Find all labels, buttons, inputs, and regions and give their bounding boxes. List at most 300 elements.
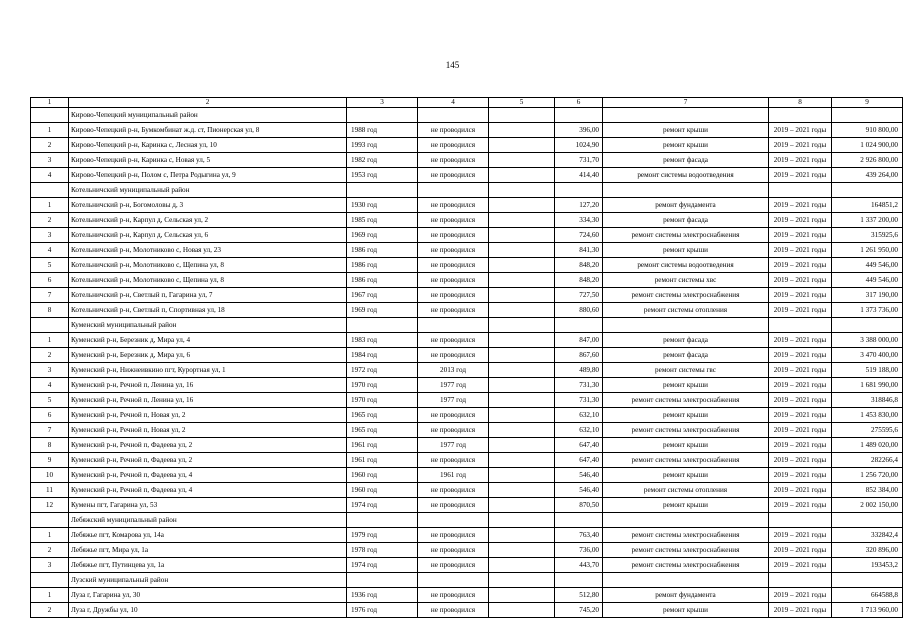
column-header: 1 bbox=[31, 98, 69, 108]
area-cell: 647,40 bbox=[555, 438, 603, 453]
cost-cell: 164851,2 bbox=[832, 198, 903, 213]
table-row bbox=[31, 408, 903, 423]
build-year-cell: 1969 год bbox=[347, 303, 418, 318]
section-number-cell bbox=[31, 573, 69, 588]
area-cell: 334,30 bbox=[555, 213, 603, 228]
build-year-cell: 1961 год bbox=[347, 453, 418, 468]
cost-cell: 1 337 200,00 bbox=[832, 213, 903, 228]
address-cell: Кумены пгт, Гагарина ул, 53 bbox=[69, 498, 347, 513]
row-number-cell: 3 bbox=[31, 363, 69, 378]
work-type-cell: ремонт фундамента bbox=[603, 588, 769, 603]
section-row bbox=[31, 513, 903, 528]
work-type-cell: ремонт системы электроснабжения bbox=[603, 393, 769, 408]
table-row bbox=[31, 348, 903, 363]
empty-cell bbox=[832, 108, 903, 123]
cost-cell: 1 681 990,00 bbox=[832, 378, 903, 393]
row-number-cell: 2 bbox=[31, 213, 69, 228]
period-cell: 2019 – 2021 годы bbox=[769, 453, 832, 468]
work-type-cell: ремонт фундамента bbox=[603, 198, 769, 213]
build-year-cell: 1993 год bbox=[347, 138, 418, 153]
cost-cell: 449 546,00 bbox=[832, 273, 903, 288]
period-cell: 2019 – 2021 годы bbox=[769, 378, 832, 393]
period-cell: 2019 – 2021 годы bbox=[769, 228, 832, 243]
row-number-cell: 1 bbox=[31, 123, 69, 138]
area-cell: 867,60 bbox=[555, 348, 603, 363]
last-repair-cell: не проводился bbox=[418, 138, 489, 153]
section-row bbox=[31, 573, 903, 588]
empty-cell bbox=[418, 513, 489, 528]
period-cell: 2019 – 2021 годы bbox=[769, 303, 832, 318]
table-row bbox=[31, 558, 903, 573]
column-5-cell bbox=[489, 228, 555, 243]
build-year-cell: 1983 год bbox=[347, 333, 418, 348]
work-type-cell: ремонт крыши bbox=[603, 438, 769, 453]
work-type-cell: ремонт крыши bbox=[603, 498, 769, 513]
period-cell: 2019 – 2021 годы bbox=[769, 243, 832, 258]
table-row bbox=[31, 528, 903, 543]
row-number-cell: 4 bbox=[31, 243, 69, 258]
column-5-cell bbox=[489, 588, 555, 603]
period-cell: 2019 – 2021 годы bbox=[769, 153, 832, 168]
cost-cell: 910 800,00 bbox=[832, 123, 903, 138]
area-cell: 443,70 bbox=[555, 558, 603, 573]
section-number-cell bbox=[31, 513, 69, 528]
column-5-cell bbox=[489, 543, 555, 558]
row-number-cell: 6 bbox=[31, 408, 69, 423]
period-cell: 2019 – 2021 годы bbox=[769, 438, 832, 453]
column-5-cell bbox=[489, 198, 555, 213]
last-repair-cell: не проводился bbox=[418, 243, 489, 258]
empty-cell bbox=[418, 183, 489, 198]
column-5-cell bbox=[489, 123, 555, 138]
area-cell: 632,10 bbox=[555, 423, 603, 438]
area-cell: 489,80 bbox=[555, 363, 603, 378]
empty-cell bbox=[347, 573, 418, 588]
period-cell: 2019 – 2021 годы bbox=[769, 558, 832, 573]
work-type-cell: ремонт системы водоотведения bbox=[603, 258, 769, 273]
period-cell: 2019 – 2021 годы bbox=[769, 423, 832, 438]
last-repair-cell: 2013 год bbox=[418, 363, 489, 378]
work-type-cell: ремонт системы отопления bbox=[603, 303, 769, 318]
work-type-cell: ремонт крыши bbox=[603, 468, 769, 483]
column-5-cell bbox=[489, 378, 555, 393]
column-5-cell bbox=[489, 138, 555, 153]
section-title: Кирово-Чепецкий муниципальный район bbox=[69, 108, 347, 123]
work-type-cell: ремонт системы отопления bbox=[603, 483, 769, 498]
row-number-cell: 6 bbox=[31, 273, 69, 288]
empty-cell bbox=[603, 108, 769, 123]
address-cell: Кирово-Чепецкий р-н, Полом с, Петра Родыгина ул, 9 bbox=[69, 168, 347, 183]
column-5-cell bbox=[489, 408, 555, 423]
period-cell: 2019 – 2021 годы bbox=[769, 483, 832, 498]
build-year-cell: 1936 год bbox=[347, 588, 418, 603]
period-cell: 2019 – 2021 годы bbox=[769, 408, 832, 423]
column-header: 8 bbox=[769, 98, 832, 108]
address-cell: Котельничский р-н, Богомоловы д, 3 bbox=[69, 198, 347, 213]
area-cell: 731,70 bbox=[555, 153, 603, 168]
cost-cell: 1 453 830,00 bbox=[832, 408, 903, 423]
section-title: Лебяжский муниципальный район bbox=[69, 513, 347, 528]
work-type-cell: ремонт системы электроснабжения bbox=[603, 558, 769, 573]
column-5-cell bbox=[489, 498, 555, 513]
row-number-cell: 1 bbox=[31, 528, 69, 543]
address-cell: Кирово-Чепецкий р-н, Каринка с, Новая ул, 5 bbox=[69, 153, 347, 168]
period-cell: 2019 – 2021 годы bbox=[769, 468, 832, 483]
area-cell: 736,00 bbox=[555, 543, 603, 558]
row-number-cell: 3 bbox=[31, 228, 69, 243]
table-row bbox=[31, 138, 903, 153]
period-cell: 2019 – 2021 годы bbox=[769, 198, 832, 213]
last-repair-cell: не проводился bbox=[418, 123, 489, 138]
cost-cell: 852 384,00 bbox=[832, 483, 903, 498]
build-year-cell: 1979 год bbox=[347, 528, 418, 543]
build-year-cell: 1974 год bbox=[347, 558, 418, 573]
column-5-cell bbox=[489, 243, 555, 258]
row-number-cell: 2 bbox=[31, 348, 69, 363]
address-cell: Котельничский р-н, Светлый п, Гагарина ул, 7 bbox=[69, 288, 347, 303]
column-5-cell bbox=[489, 303, 555, 318]
table-row bbox=[31, 423, 903, 438]
empty-cell bbox=[555, 318, 603, 333]
last-repair-cell: не проводился bbox=[418, 348, 489, 363]
empty-cell bbox=[555, 513, 603, 528]
area-cell: 870,50 bbox=[555, 498, 603, 513]
address-cell: Куменский р-н, Речной п, Фадеева ул, 2 bbox=[69, 453, 347, 468]
last-repair-cell: не проводился bbox=[418, 198, 489, 213]
cost-cell: 1 713 960,00 bbox=[832, 603, 903, 618]
period-cell: 2019 – 2021 годы bbox=[769, 288, 832, 303]
section-number-cell bbox=[31, 183, 69, 198]
empty-cell bbox=[347, 318, 418, 333]
build-year-cell: 1969 год bbox=[347, 228, 418, 243]
work-type-cell: ремонт фасада bbox=[603, 153, 769, 168]
empty-cell bbox=[347, 183, 418, 198]
area-cell: 396,00 bbox=[555, 123, 603, 138]
build-year-cell: 1965 год bbox=[347, 423, 418, 438]
cost-cell: 2 926 800,00 bbox=[832, 153, 903, 168]
build-year-cell: 1960 год bbox=[347, 483, 418, 498]
last-repair-cell: не проводился bbox=[418, 528, 489, 543]
cost-cell: 664588,8 bbox=[832, 588, 903, 603]
row-number-cell: 7 bbox=[31, 288, 69, 303]
cost-cell: 1 256 720,00 bbox=[832, 468, 903, 483]
section-row bbox=[31, 183, 903, 198]
column-5-cell bbox=[489, 363, 555, 378]
area-cell: 512,80 bbox=[555, 588, 603, 603]
address-cell: Котельничский р-н, Молотниково с, Щепина ул, 8 bbox=[69, 258, 347, 273]
cost-cell: 318846,8 bbox=[832, 393, 903, 408]
empty-cell bbox=[832, 513, 903, 528]
last-repair-cell: 1977 год bbox=[418, 378, 489, 393]
last-repair-cell: не проводился bbox=[418, 153, 489, 168]
period-cell: 2019 – 2021 годы bbox=[769, 543, 832, 558]
page-number: 145 bbox=[445, 60, 460, 70]
last-repair-cell: не проводился bbox=[418, 303, 489, 318]
cost-cell: 3 470 400,00 bbox=[832, 348, 903, 363]
area-cell: 847,00 bbox=[555, 333, 603, 348]
row-number-cell: 7 bbox=[31, 423, 69, 438]
table-row bbox=[31, 288, 903, 303]
table-row bbox=[31, 468, 903, 483]
cost-cell: 332842,4 bbox=[832, 528, 903, 543]
last-repair-cell: не проводился bbox=[418, 333, 489, 348]
empty-cell bbox=[418, 318, 489, 333]
work-type-cell: ремонт фасада bbox=[603, 348, 769, 363]
period-cell: 2019 – 2021 годы bbox=[769, 273, 832, 288]
column-5-cell bbox=[489, 438, 555, 453]
empty-cell bbox=[489, 573, 555, 588]
empty-cell bbox=[555, 108, 603, 123]
column-header: 9 bbox=[832, 98, 903, 108]
column-header: 2 bbox=[69, 98, 347, 108]
column-5-cell bbox=[489, 258, 555, 273]
row-number-cell: 5 bbox=[31, 393, 69, 408]
address-cell: Кирово-Чепецкий р-н, Каринка с, Лесная ул, 10 bbox=[69, 138, 347, 153]
row-number-cell: 4 bbox=[31, 168, 69, 183]
row-number-cell: 2 bbox=[31, 603, 69, 618]
area-cell: 731,30 bbox=[555, 393, 603, 408]
area-cell: 414,40 bbox=[555, 168, 603, 183]
work-type-cell: ремонт крыши bbox=[603, 243, 769, 258]
build-year-cell: 1984 год bbox=[347, 348, 418, 363]
last-repair-cell: 1961 год bbox=[418, 468, 489, 483]
table-row bbox=[31, 453, 903, 468]
table-row bbox=[31, 303, 903, 318]
work-type-cell: ремонт системы гвс bbox=[603, 363, 769, 378]
work-type-cell: ремонт крыши bbox=[603, 123, 769, 138]
last-repair-cell: не проводился bbox=[418, 213, 489, 228]
empty-cell bbox=[603, 183, 769, 198]
work-type-cell: ремонт фасада bbox=[603, 333, 769, 348]
table-row bbox=[31, 378, 903, 393]
last-repair-cell: не проводился bbox=[418, 168, 489, 183]
column-5-cell bbox=[489, 348, 555, 363]
work-type-cell: ремонт системы электроснабжения bbox=[603, 423, 769, 438]
column-5-cell bbox=[489, 423, 555, 438]
cost-cell: 1 261 950,00 bbox=[832, 243, 903, 258]
period-cell: 2019 – 2021 годы bbox=[769, 603, 832, 618]
build-year-cell: 1985 год bbox=[347, 213, 418, 228]
empty-cell bbox=[489, 108, 555, 123]
last-repair-cell: не проводился bbox=[418, 453, 489, 468]
cost-cell: 282266,4 bbox=[832, 453, 903, 468]
row-number-cell: 11 bbox=[31, 483, 69, 498]
build-year-cell: 1974 год bbox=[347, 498, 418, 513]
last-repair-cell: не проводился bbox=[418, 603, 489, 618]
section-row bbox=[31, 318, 903, 333]
last-repair-cell: не проводился bbox=[418, 423, 489, 438]
row-number-cell: 3 bbox=[31, 558, 69, 573]
empty-cell bbox=[769, 183, 832, 198]
area-cell: 632,10 bbox=[555, 408, 603, 423]
empty-cell bbox=[347, 513, 418, 528]
table-row bbox=[31, 498, 903, 513]
build-year-cell: 1978 год bbox=[347, 543, 418, 558]
table-row bbox=[31, 228, 903, 243]
period-cell: 2019 – 2021 годы bbox=[769, 348, 832, 363]
area-cell: 841,30 bbox=[555, 243, 603, 258]
work-type-cell: ремонт крыши bbox=[603, 603, 769, 618]
work-type-cell: ремонт системы хвс bbox=[603, 273, 769, 288]
last-repair-cell: не проводился bbox=[418, 258, 489, 273]
empty-cell bbox=[489, 183, 555, 198]
area-cell: 727,50 bbox=[555, 288, 603, 303]
build-year-cell: 1976 год bbox=[347, 603, 418, 618]
table-row bbox=[31, 363, 903, 378]
row-number-cell: 1 bbox=[31, 588, 69, 603]
empty-cell bbox=[418, 108, 489, 123]
cost-cell: 275595,6 bbox=[832, 423, 903, 438]
last-repair-cell: 1977 год bbox=[418, 393, 489, 408]
area-cell: 745,20 bbox=[555, 603, 603, 618]
table-row bbox=[31, 333, 903, 348]
table-row bbox=[31, 168, 903, 183]
work-type-cell: ремонт системы электроснабжения bbox=[603, 528, 769, 543]
row-number-cell: 9 bbox=[31, 453, 69, 468]
address-cell: Куменский р-н, Речной п, Ленина ул, 16 bbox=[69, 393, 347, 408]
table-row bbox=[31, 543, 903, 558]
row-number-cell: 1 bbox=[31, 333, 69, 348]
column-5-cell bbox=[489, 153, 555, 168]
column-5-cell bbox=[489, 453, 555, 468]
column-5-cell bbox=[489, 468, 555, 483]
last-repair-cell: не проводился bbox=[418, 588, 489, 603]
address-cell: Лебяжье пгт, Мира ул, 1а bbox=[69, 543, 347, 558]
area-cell: 763,40 bbox=[555, 528, 603, 543]
address-cell: Луза г, Дружбы ул, 10 bbox=[69, 603, 347, 618]
table-row bbox=[31, 153, 903, 168]
empty-cell bbox=[832, 318, 903, 333]
empty-cell bbox=[555, 183, 603, 198]
address-cell: Луза г, Гагарина ул, 30 bbox=[69, 588, 347, 603]
build-year-cell: 1988 год bbox=[347, 123, 418, 138]
cost-cell: 519 188,00 bbox=[832, 363, 903, 378]
housing-repair-table bbox=[30, 97, 903, 618]
period-cell: 2019 – 2021 годы bbox=[769, 588, 832, 603]
table-row bbox=[31, 123, 903, 138]
cost-cell: 2 002 150,00 bbox=[832, 498, 903, 513]
address-cell: Лебяжье пгт, Комарова ул, 14а bbox=[69, 528, 347, 543]
empty-cell bbox=[603, 573, 769, 588]
period-cell: 2019 – 2021 годы bbox=[769, 333, 832, 348]
build-year-cell: 1967 год bbox=[347, 288, 418, 303]
empty-cell bbox=[769, 108, 832, 123]
period-cell: 2019 – 2021 годы bbox=[769, 258, 832, 273]
empty-cell bbox=[347, 108, 418, 123]
period-cell: 2019 – 2021 годы bbox=[769, 138, 832, 153]
build-year-cell: 1930 год bbox=[347, 198, 418, 213]
last-repair-cell: не проводился bbox=[418, 408, 489, 423]
column-number-row bbox=[31, 98, 903, 108]
cost-cell: 193453,2 bbox=[832, 558, 903, 573]
section-row bbox=[31, 108, 903, 123]
section-number-cell bbox=[31, 318, 69, 333]
last-repair-cell: не проводился bbox=[418, 543, 489, 558]
period-cell: 2019 – 2021 годы bbox=[769, 528, 832, 543]
column-header: 7 bbox=[603, 98, 769, 108]
column-5-cell bbox=[489, 483, 555, 498]
column-5-cell bbox=[489, 558, 555, 573]
column-5-cell bbox=[489, 168, 555, 183]
period-cell: 2019 – 2021 годы bbox=[769, 498, 832, 513]
work-type-cell: ремонт системы электроснабжения bbox=[603, 288, 769, 303]
work-type-cell: ремонт крыши bbox=[603, 138, 769, 153]
address-cell: Куменский р-н, Березник д, Мира ул, 6 bbox=[69, 348, 347, 363]
period-cell: 2019 – 2021 годы bbox=[769, 213, 832, 228]
cost-cell: 1 489 020,00 bbox=[832, 438, 903, 453]
address-cell: Котельничский р-н, Молотниково с, Новая ул, 23 bbox=[69, 243, 347, 258]
address-cell: Куменский р-н, Речной п, Ленина ул, 16 bbox=[69, 378, 347, 393]
address-cell: Куменский р-н, Нижнеивкино пгт, Курортная ул, 1 bbox=[69, 363, 347, 378]
empty-cell bbox=[832, 573, 903, 588]
area-cell: 724,60 bbox=[555, 228, 603, 243]
last-repair-cell: 1977 год bbox=[418, 438, 489, 453]
empty-cell bbox=[769, 573, 832, 588]
table-row bbox=[31, 483, 903, 498]
row-number-cell: 8 bbox=[31, 438, 69, 453]
table-row bbox=[31, 258, 903, 273]
build-year-cell: 1970 год bbox=[347, 393, 418, 408]
row-number-cell: 1 bbox=[31, 198, 69, 213]
column-5-cell bbox=[489, 528, 555, 543]
column-5-cell bbox=[489, 333, 555, 348]
cost-cell: 1 373 736,00 bbox=[832, 303, 903, 318]
row-number-cell: 2 bbox=[31, 543, 69, 558]
work-type-cell: ремонт крыши bbox=[603, 408, 769, 423]
cost-cell: 317 190,00 bbox=[832, 288, 903, 303]
area-cell: 880,60 bbox=[555, 303, 603, 318]
work-type-cell: ремонт системы электроснабжения bbox=[603, 453, 769, 468]
area-cell: 546,40 bbox=[555, 483, 603, 498]
work-type-cell: ремонт системы водоотведения bbox=[603, 168, 769, 183]
area-cell: 731,30 bbox=[555, 378, 603, 393]
build-year-cell: 1960 год bbox=[347, 468, 418, 483]
empty-cell bbox=[603, 318, 769, 333]
column-5-cell bbox=[489, 273, 555, 288]
address-cell: Котельничский р-н, Светлый п, Спортивная ул, 18 bbox=[69, 303, 347, 318]
column-header: 3 bbox=[347, 98, 418, 108]
area-cell: 848,20 bbox=[555, 258, 603, 273]
address-cell: Котельничский р-н, Карпул д, Сельская ул, 6 bbox=[69, 228, 347, 243]
row-number-cell: 12 bbox=[31, 498, 69, 513]
row-number-cell: 4 bbox=[31, 378, 69, 393]
cost-cell: 1 024 900,00 bbox=[832, 138, 903, 153]
row-number-cell: 8 bbox=[31, 303, 69, 318]
address-cell: Куменский р-н, Речной п, Фадеева ул, 2 bbox=[69, 438, 347, 453]
row-number-cell: 3 bbox=[31, 153, 69, 168]
period-cell: 2019 – 2021 годы bbox=[769, 363, 832, 378]
period-cell: 2019 – 2021 годы bbox=[769, 123, 832, 138]
empty-cell bbox=[769, 513, 832, 528]
table-row bbox=[31, 243, 903, 258]
build-year-cell: 1986 год bbox=[347, 243, 418, 258]
address-cell: Куменский р-н, Речной п, Новая ул, 2 bbox=[69, 408, 347, 423]
empty-cell bbox=[603, 513, 769, 528]
address-cell: Котельничский р-н, Карпул д, Сельская ул, 2 bbox=[69, 213, 347, 228]
cost-cell: 3 388 000,00 bbox=[832, 333, 903, 348]
column-5-cell bbox=[489, 288, 555, 303]
area-cell: 1024,90 bbox=[555, 138, 603, 153]
empty-cell bbox=[769, 318, 832, 333]
area-cell: 546,40 bbox=[555, 468, 603, 483]
section-title: Лузский муниципальный район bbox=[69, 573, 347, 588]
table-row bbox=[31, 588, 903, 603]
build-year-cell: 1965 год bbox=[347, 408, 418, 423]
column-5-cell bbox=[489, 393, 555, 408]
section-title: Котельничский муниципальный район bbox=[69, 183, 347, 198]
area-cell: 647,40 bbox=[555, 453, 603, 468]
empty-cell bbox=[489, 318, 555, 333]
